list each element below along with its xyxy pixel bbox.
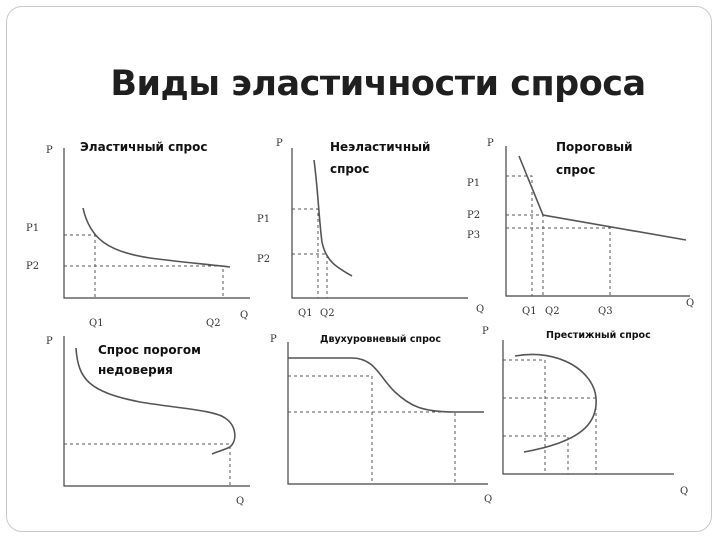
q-axis-label: Q [236,496,245,507]
q-axis-label: Q [240,310,249,321]
panel-prestige-demand [482,326,688,497]
axis-lines [64,336,250,486]
q-axis-label: Q [680,486,689,497]
q-axis-label: Q [686,298,695,309]
tick-p1: P1 [26,223,40,234]
axis-lines [506,146,690,296]
panel-threshold-demand [467,138,694,317]
tick-p3: P3 [467,230,481,241]
guide-lines [503,360,596,474]
panel-title: Престижный спрос [546,330,651,341]
panel-title-line-1: Пороговый [556,140,633,154]
panel-title: Двухуровневый спрос [320,334,442,345]
tick-p2: P2 [467,210,481,221]
tick-q2: Q2 [320,308,335,319]
guide-lines [64,444,230,486]
tick-q1: Q1 [89,318,104,329]
panel-inelastic-demand [257,138,484,319]
tick-q3: Q3 [598,306,613,317]
guide-lines [64,235,223,298]
axis-lines [64,148,250,298]
tick-p2: P2 [26,261,40,272]
panel-title-line-2: спрос [330,162,370,176]
demand-curve [314,160,352,276]
p-axis-label: P [487,138,494,149]
p-axis-label: P [46,336,53,347]
p-axis-label: P [482,326,489,337]
tick-p1: P1 [467,178,481,189]
panel-title-line-1: Спрос порогом [98,343,201,357]
panel-elastic-demand [26,140,250,329]
guide-lines [292,209,327,298]
p-axis-label: P [270,334,277,345]
panel-title: Эластичный спрос [80,140,208,154]
q-axis-label: Q [484,494,493,505]
demand-curve [515,354,596,452]
tick-q2: Q2 [206,318,221,329]
panel-title-line-2: недоверия [98,363,173,377]
tick-q2: Q2 [545,306,560,317]
guide-lines [506,176,610,296]
tick-q1: Q1 [522,306,537,317]
guide-lines [288,376,455,484]
panel-title-line-1: Неэластичный [330,140,431,154]
p-axis-label: P [276,138,283,149]
tick-p2: P2 [257,254,271,265]
q-axis-label: Q [476,304,485,315]
slide-title: Виды эластичности спроса [110,64,646,104]
axis-lines [288,342,488,484]
tick-q1: Q1 [298,308,313,319]
demand-curve [288,358,484,412]
panel-distrust-threshold-demand [46,336,250,507]
p-axis-label: P [46,145,53,156]
panel-two-level-demand [270,334,492,505]
panel-title-line-2: спрос [556,163,596,177]
demand-curve [83,208,230,267]
tick-p1: P1 [257,214,271,225]
demand-curve [519,156,686,240]
